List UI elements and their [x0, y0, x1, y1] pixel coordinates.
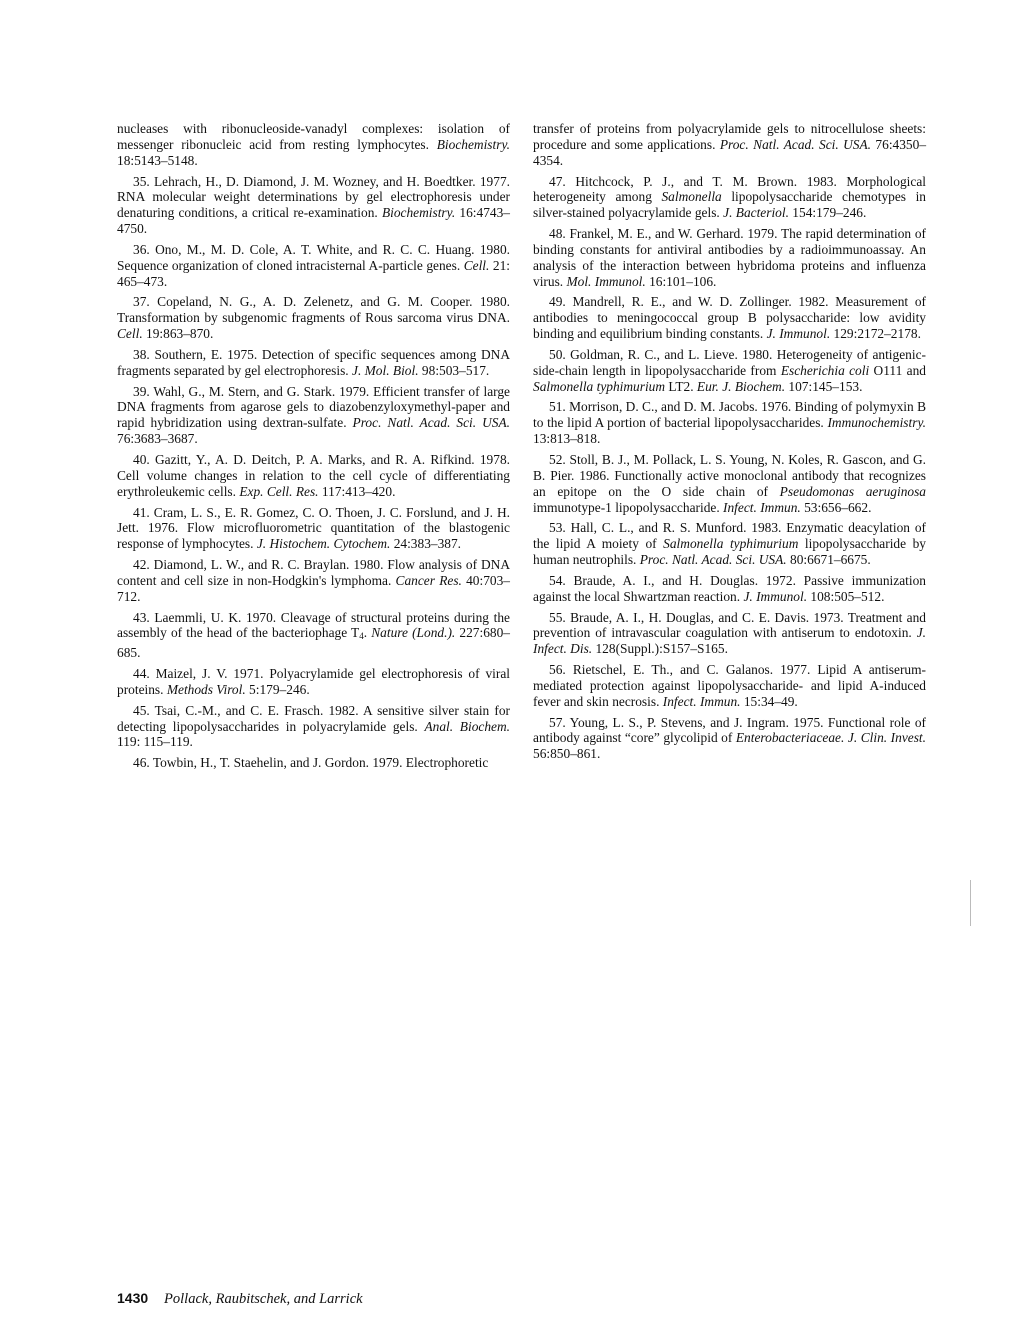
reference-entry — [117, 174, 510, 238]
reference-text: 39. Wahl, G., M. Stern, and G. Stark. 1979. Efficient transfer of large DNA fragments from agarose gels to diazobenzyloxymethyl-paper and rapid hybridization using dextran-sulfate. — [117, 383, 510, 431]
reference-entry — [117, 703, 510, 751]
reference-text: 46. Towbin, H., T. Staehelin, and J. Gordon. 1979. Electrophoretic — [133, 755, 489, 771]
reference-entry — [533, 121, 926, 169]
reference-text: 5:179–246. — [245, 681, 310, 697]
reference-italic-text: Anal. Biochem. — [424, 718, 510, 734]
reference-column-left — [117, 121, 510, 776]
reference-text: 13:813–818. — [533, 431, 601, 447]
reference-entry — [117, 505, 510, 553]
reference-text: 38. Southern, E. 1975. Detection of specific sequences among DNA fragments separated by gel electrophoresis. — [117, 346, 510, 378]
reference-text: O111 and — [869, 362, 926, 378]
reference-text: 154:179–246. — [788, 205, 867, 221]
reference-italic-text: J. Bacteriol. — [723, 205, 789, 221]
reference-text: 45. Tsai, C.-M., and C. E. Frasch. 1982. A sensitive silver stain for detecting lipopolysaccharides in polyacrylamide gels. — [117, 702, 510, 734]
reference-text: 42. Diamond, L. W., and R. C. Braylan. 1980. Flow analysis of DNA content and cell size in non-Hodgkin's lymphoma. — [117, 557, 510, 588]
reference-italic-text: Cell. — [463, 257, 490, 273]
reference-text: immunotype-1 lipopolysaccharide. — [533, 499, 724, 515]
reference-text: nucleases with ribonucleoside-vanadyl complexes: isolation of messenger ribonucleic acid from resting lymphocytes. — [117, 121, 510, 152]
reference-italic-text: Biochemistry. — [436, 136, 510, 152]
reference-entry — [533, 610, 926, 658]
reference-italic-text: Infect. Immun. — [723, 499, 801, 515]
reference-text: lipopolysaccharide chemotypes in silver-stained polyacrylamide gels. — [533, 189, 926, 221]
reference-text: . — [363, 625, 372, 641]
reference-text: 44. Maizel, J. V. 1971. Polyacrylamide gel electrophoresis of viral proteins. — [117, 666, 510, 697]
reference-entry — [533, 294, 926, 342]
reference-italic-text: Proc. Natl. Acad. Sci. USA. — [639, 552, 787, 568]
reference-entry — [117, 294, 510, 342]
reference-entry — [533, 174, 926, 222]
reference-text: 117:413–420. — [318, 483, 396, 499]
reference-entry — [533, 226, 926, 290]
reference-italic-text: Escherichia coli — [780, 362, 870, 378]
margin-rule — [970, 880, 971, 926]
reference-text: 15:34–49. — [740, 693, 798, 709]
reference-text: 107:145–153. — [785, 378, 863, 394]
reference-text: 55. Braude, A. I., H. Douglas, and C. E. Davis. 1973. Treatment and prevention of intravascular coagulation with antiserum to endotoxin. — [533, 609, 926, 641]
reference-text: 98:503–517. — [418, 362, 490, 378]
reference-italic-text: Cancer Res. — [395, 572, 462, 588]
reference-italic-text: Methods Virol. — [166, 681, 246, 697]
reference-text: 119: 115–119. — [117, 734, 193, 750]
reference-text: lipopolysaccharide by human neutrophils. — [533, 536, 926, 568]
reference-italic-text: Salmonella typhimurium — [533, 378, 666, 394]
reference-text: LT2. — [665, 378, 697, 394]
reference-italic-text: J. Mol. Biol. — [352, 362, 419, 378]
reference-text: 52. Stoll, B. J., M. Pollack, L. S. Young, N. Koles, R. Gascon, and G. B. Pier. 1986. Functionally active monoclonal antibody that recognizes an epitope on the O side chain of — [533, 452, 926, 499]
reference-entry — [533, 520, 926, 568]
reference-entry — [117, 347, 510, 379]
reference-italic-text: Biochemistry. — [381, 205, 456, 221]
reference-entry — [117, 384, 510, 448]
reference-entry — [117, 666, 510, 698]
reference-text: 129:2172–2178. — [830, 326, 921, 342]
reference-text: 76:3683–3687. — [117, 431, 198, 447]
reference-text: 128(Suppl.):S157–S165. — [592, 641, 728, 657]
reference-italic-text: Exp. Cell. Res. — [239, 483, 319, 499]
reference-text: 49. Mandrell, R. E., and W. D. Zollinger. 1982. Measurement of antibodies to meningococcal group B polysaccharide: low avidity binding and equilibrium binding constants. — [533, 294, 926, 342]
reference-text: 51. Morrison, D. C., and D. M. Jacobs. 1976. Binding of polymyxin B to the lipid A portion of bacterial lipopolysaccharides. — [533, 399, 926, 431]
reference-text: transfer of proteins from polyacrylamide gels to nitrocellulose sheets: procedure and some applications. — [533, 121, 926, 152]
reference-entry — [533, 399, 926, 447]
reference-text: 41. Cram, L. S., E. R. Gomez, C. O. Thoen, J. C. Forslund, and J. H. Jett. 1976. Flow microfluorometric quantitation of the blastogenic response of lymphocytes. — [117, 504, 510, 552]
reference-entry — [533, 573, 926, 605]
reference-italic-text: Salmonella typhimurium — [663, 536, 799, 552]
reference-entry — [533, 452, 926, 516]
reference-italic-text: J. Immunol. — [766, 326, 831, 342]
reference-entry — [117, 557, 510, 605]
reference-text: 36. Ono, M., M. D. Cole, A. T. White, and R. C. C. Huang. 1980. Sequence organization of cloned intracisternal A-particle genes. — [117, 241, 510, 273]
reference-text: 53:656–662. — [800, 499, 872, 515]
reference-entry — [533, 715, 926, 763]
reference-italic-text: Nature (Lond.). — [371, 625, 456, 641]
reference-text: 47. Hitchcock, P. J., and T. M. Brown. 1983. Morphological heterogeneity among — [533, 173, 926, 205]
reference-italic-text: Cell. — [117, 326, 143, 342]
reference-text: 24:383–387. — [390, 536, 462, 552]
reference-text: 40. Gazitt, Y., A. D. Deitch, P. A. Marks, and R. A. Rifkind. 1978. Cell volume changes in relation to the cell cycle of differentiating erythroleukemic cells. — [117, 452, 510, 499]
reference-text: 54. Braude, A. I., and H. Douglas. 1972. Passive immunization against the local Shwartzman reaction. — [533, 572, 926, 604]
reference-text: 50. Goldman, R. C., and L. Lieve. 1980. Heterogeneity of antigenic-side-chain length in lipopolysaccharide from — [533, 346, 926, 378]
page-number: 1430 — [117, 1290, 149, 1306]
reference-text: 37. Copeland, N. G., A. D. Zelenetz, and G. M. Cooper. 1980. Transformation by subgenomic fragments of Rous sarcoma virus DNA. — [117, 294, 510, 326]
reference-text: 56. Rietschel, E. Th., and C. Galanos. 1977. Lipid A antiserum-mediated protection against lipopolysaccharide- and lipid A-induced fever and skin necrosis. — [533, 662, 926, 709]
reference-text: 16:101–106. — [645, 273, 717, 289]
running-authors: Pollack, Raubitschek, and Larrick — [164, 1291, 363, 1307]
reference-text: 227:680–685. — [117, 625, 510, 661]
reference-text: 57. Young, L. S., P. Stevens, and J. Ingram. 1975. Functional role of antibody against “core” glycolipid of — [533, 714, 926, 746]
reference-italic-text: Immunochemistry. — [827, 415, 926, 431]
reference-text: 48. Frankel, M. E., and W. Gerhard. 1979. The rapid determination of binding constants for antiviral antibodies by a radioimmunoassay. An analysis of the interaction between hybridoma proteins and influenza virus. — [533, 226, 926, 289]
reference-text: 53. Hall, C. L., and R. S. Munford. 1983. Enzymatic deacylation of the lipid A moiety of — [533, 520, 926, 552]
reference-italic-text: J. Clin. Invest. — [847, 730, 926, 746]
reference-entry — [117, 452, 510, 500]
reference-italic-text: Enterobacteriaceae. — [735, 730, 845, 746]
reference-text: 4 — [359, 631, 364, 642]
reference-text: 56:850–861. — [533, 746, 601, 762]
reference-italic-text: Eur. J. Biochem. — [696, 378, 786, 394]
reference-text: 16:4743–4750. — [117, 205, 510, 237]
page-footer — [117, 1290, 363, 1308]
reference-text: 108:505–512. — [807, 588, 885, 604]
reference-text: 18:5143–5148. — [117, 152, 198, 168]
reference-text: 35. Lehrach, H., D. Diamond, J. M. Wozney, and H. Boedtker. 1977. RNA molecular weight determinations by gel electrophoresis under denaturing conditions, a critical re-examination. — [117, 173, 510, 221]
reference-entry — [117, 755, 510, 771]
reference-entry — [533, 662, 926, 710]
reference-italic-text: J. Histochem. Cytochem. — [256, 536, 391, 552]
reference-italic-text: J. Infect. Dis. — [533, 625, 926, 657]
reference-column-right — [533, 121, 926, 767]
reference-text: 19:863–870. — [142, 326, 214, 342]
reference-entry — [117, 121, 510, 169]
reference-text: 43. Laemmli, U. K. 1970. Cleavage of structural proteins during the assembly of the head of the bacteriophage T — [117, 609, 510, 641]
reference-italic-text: Salmonella — [661, 189, 722, 205]
reference-italic-text: Proc. Natl. Acad. Sci. USA. — [352, 415, 510, 431]
reference-entry — [117, 610, 510, 662]
reference-italic-text: Infect. Immun. — [662, 693, 741, 709]
reference-italic-text: Pseudomonas aeruginosa — [779, 483, 926, 499]
reference-entry — [117, 242, 510, 290]
reference-entry — [533, 347, 926, 395]
reference-italic-text: Proc. Natl. Acad. Sci. USA. — [719, 136, 872, 152]
reference-italic-text: Mol. Immunol. — [566, 273, 646, 289]
reference-italic-text: J. Immunol. — [743, 588, 808, 604]
reference-text: 76:4350–4354. — [533, 136, 927, 168]
reference-text: 80:6671–6675. — [786, 552, 871, 568]
reference-text: 40:703–712. — [117, 572, 510, 604]
reference-text: 21: 465–473. — [117, 257, 510, 289]
